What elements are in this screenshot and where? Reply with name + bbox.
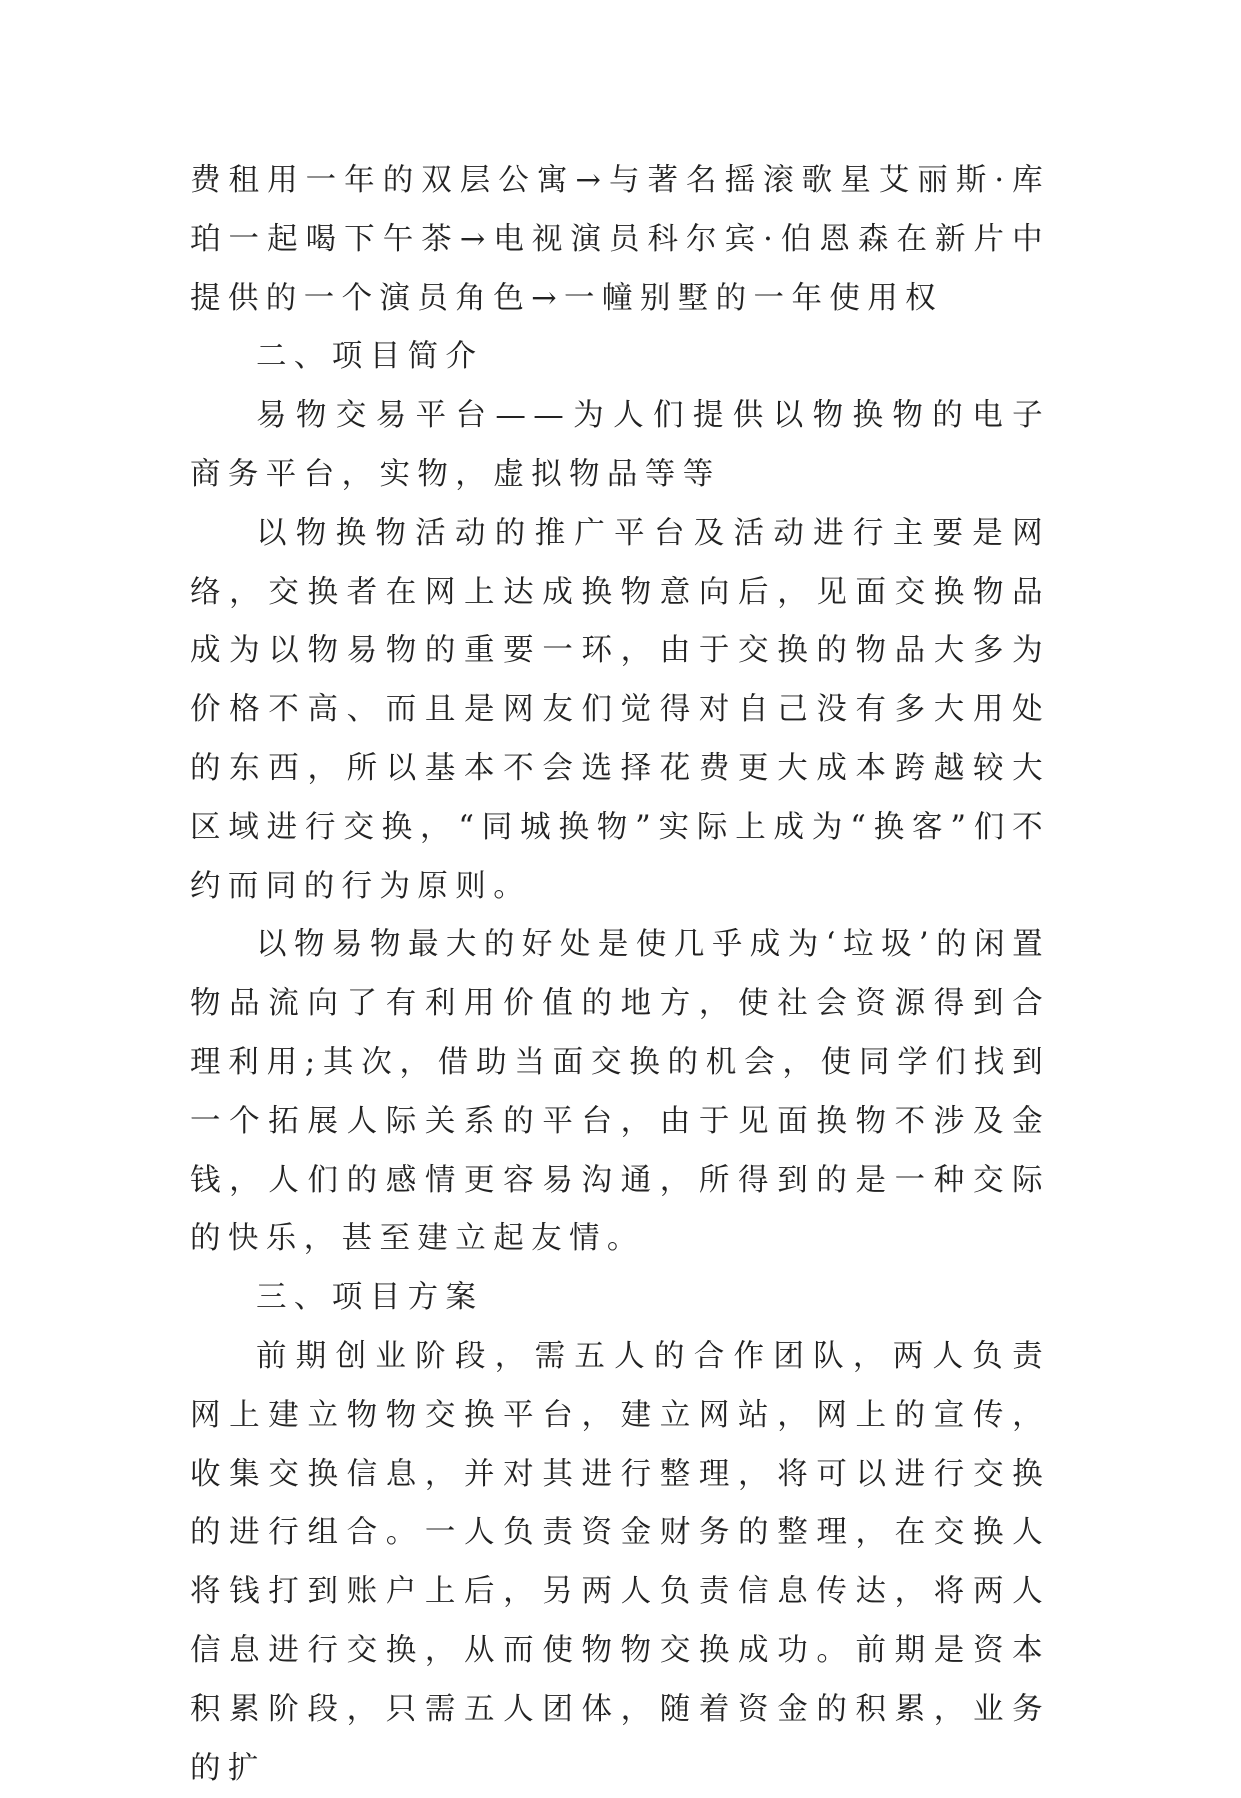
section-heading-project-intro: 二、项目简介	[256, 339, 484, 375]
document-body	[190, 152, 1050, 1798]
paragraph-startup-plan: 前期创业阶段，需五人的合作团队，两人负责网上建立物物交换平台，建立网站，网上的宣传，收集交换信息，并对其进行整理，将可以进行交换的进行组合。一人负责资金财务的整理，在交换人将钱打到账户上后，另两人负责信息传达，将两人信息进行交换，从而使物物交换成功。前期是资本积累阶段，只需五人团体，随着资金的积累，业务的扩	[190, 1338, 1050, 1786]
section-heading-project-plan: 三、项目方案	[256, 1280, 484, 1316]
paragraph-platform-intro: 易物交易平台——为人们提供以物换物的电子商务平台，实物，虚拟物品等等	[190, 398, 1050, 492]
paragraph-continuation: 费租用一年的双层公寓→与著名摇滚歌星艾丽斯·库珀一起喝下午茶→电视演员科尔宾·伯恩森在新片中提供的一个演员角色→一幢别墅的一年使用权	[190, 163, 1050, 316]
paragraph-barter-benefits: 以物易物最大的好处是使几乎成为‘垃圾’的闲置物品流向了有利用价值的地方，使社会资源得到合理利用;其次，借助当面交换的机会，使同学们找到一个拓展人际关系的平台，由于见面换物不涉及金钱，人们的感情更容易沟通，所得到的是一种交际的快乐，甚至建立起友情。	[190, 927, 1050, 1257]
paragraph-barter-promotion: 以物换物活动的推广平台及活动进行主要是网络，交换者在网上达成换物意向后，见面交换物品成为以物易物的重要一环，由于交换的物品大多为价格不高、而且是网友们觉得对自己没有多大用处的东西，所以基本不会选择花费更大成本跨越较大区域进行交换，“同城换物”实际上成为“换客”们不约而同的行为原则。	[190, 515, 1051, 904]
